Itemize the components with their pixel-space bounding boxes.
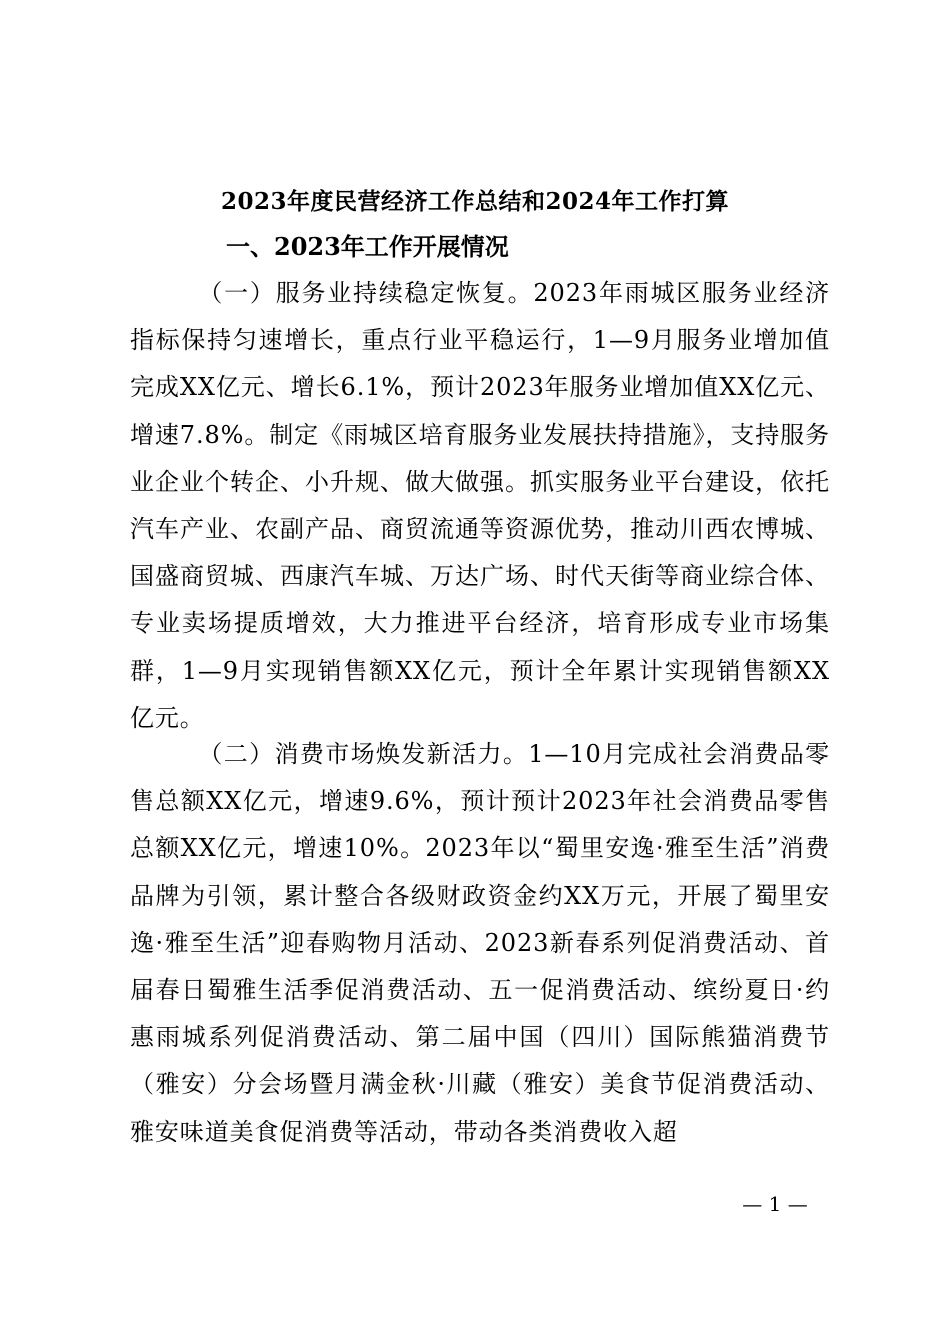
document-title: 2023年度民营经济工作总结和2024年工作打算 — [220, 188, 730, 215]
body-paragraph-services: （一）服务业持续稳定恢复。2023年雨城区服务业经济指标保持匀速增长，重点行业平稳运行，1—9月服务业增加值完成XX亿元、增长6.1%，预计2023年服务业增加值XX亿元、增速7.8%。制定《雨城区培育服务业发展扶持措施》，支持服务业企业个转企、小升规、做大做强。抓实服务业平台建设，依托汽车产业、农副产品、商贸流通等资源优势，推动川西农博城、国盛商贸城、西康汽车城、万达广场、时代天街等商业综合体、专业卖场提质增效，大力推进平台经济，培育形成专业市场集群，1—9月实现销售额XX亿元，预计全年累计实现销售额XX亿元。 — [130, 279, 830, 732]
page-number: — 1 — — [742, 1192, 808, 1216]
body-paragraph-consumption: （二）消费市场焕发新活力。1—10月完成社会消费品零售总额XX亿元，增速9.6%，预计预计2023年社会消费品零售总额XX亿元，增速10%。2023年以“蜀里安逸·雅至生活”消费品牌为引领，累计整合各级财政资金约XX万元，开展了蜀里安逸·雅至生活”迎春购物月活动、2023新春系列促消费活动、首届春日蜀雅生活季促消费活动、五一促消费活动、缤纷夏日·约惠雨城系列促消费活动、第二届中国（四川）国际熊猫消费节（雅安）分会场暨月满金秋·川藏（雅安）美食节促消费活动、雅安味道美食促消费等活动，带动各类消费收入超 — [130, 740, 830, 1146]
section-heading: 一、2023年工作开展情况 — [226, 232, 509, 261]
